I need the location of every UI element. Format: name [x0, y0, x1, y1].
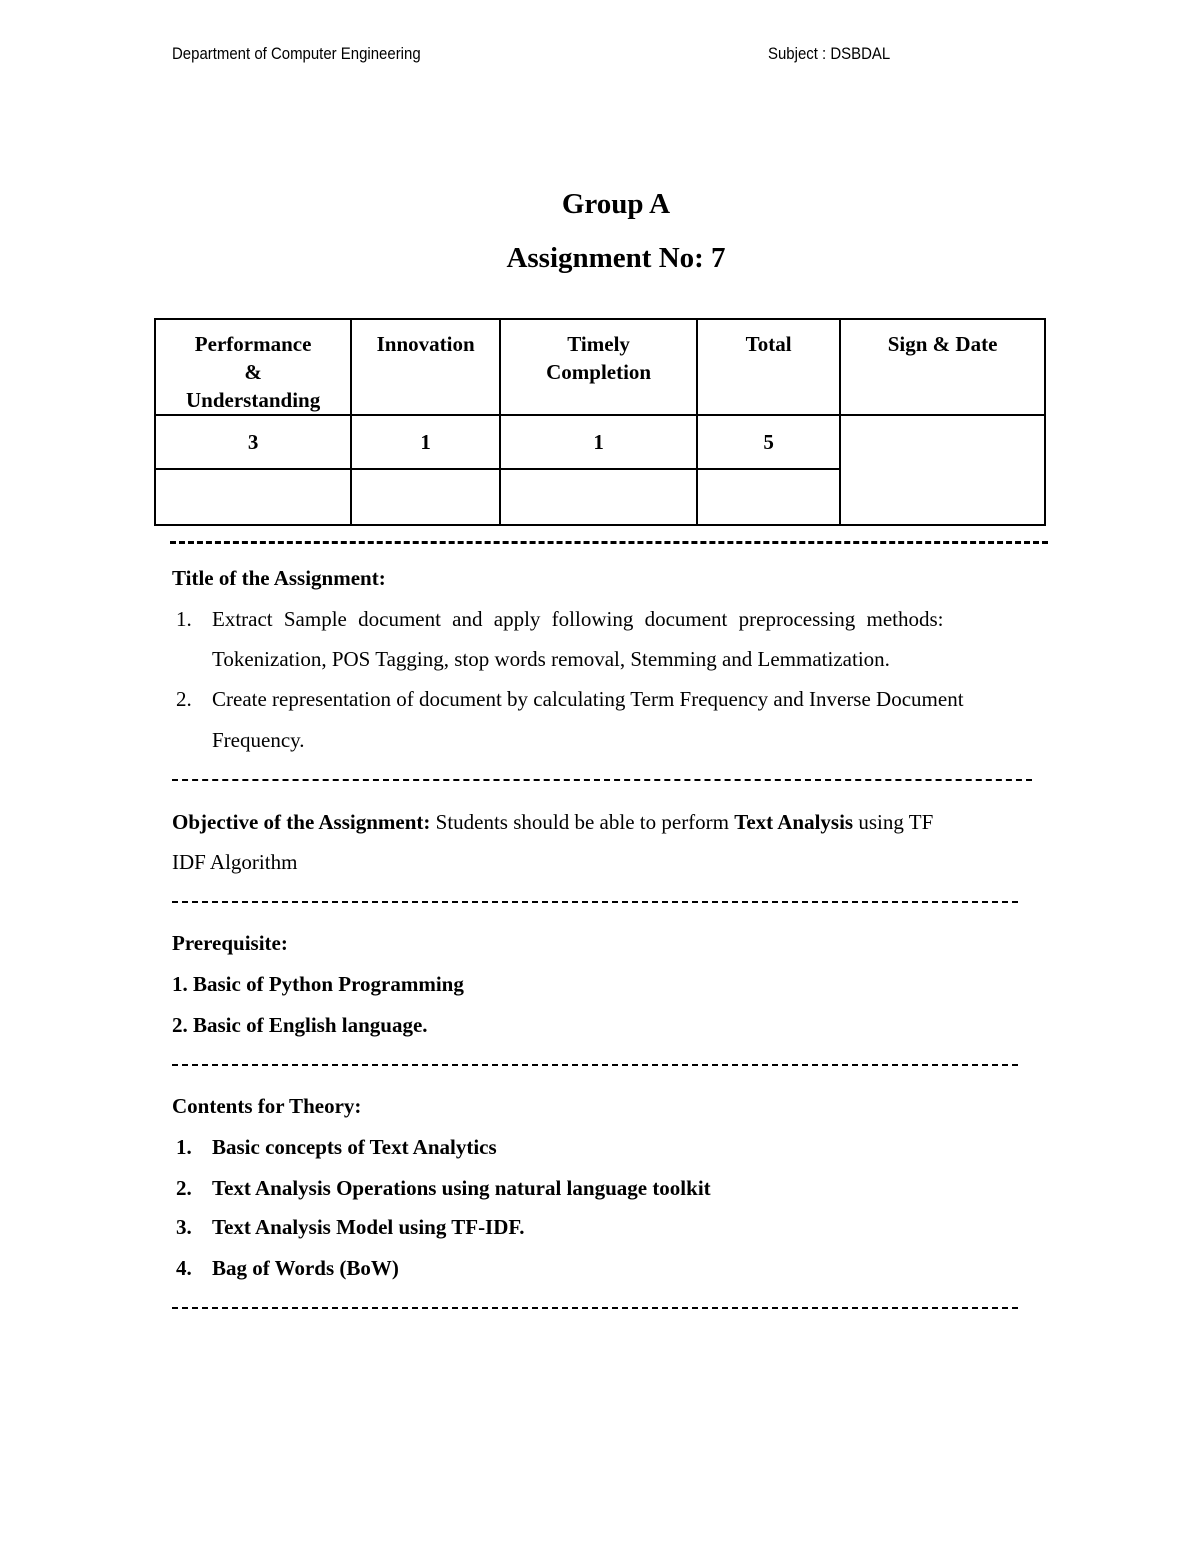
theory-item-2: Text Analysis Operations using natural language toolkit: [212, 1176, 711, 1200]
header-timely-completion: Timely Completion: [500, 319, 697, 415]
title-item-2-number: 2.: [176, 687, 192, 711]
theory-item-1-number: 1.: [176, 1135, 192, 1159]
group-title: Group A: [561, 188, 671, 220]
title-item-1-line1: Extract Sample document and apply following document preprocessing methods:: [212, 607, 944, 631]
objective-line2: IDF Algorithm: [172, 850, 298, 874]
header-sign-date: Sign & Date: [840, 319, 1045, 415]
objective-line: [172, 809, 933, 835]
theory-item-4-number: 4.: [176, 1256, 192, 1280]
objective-text-after: using TF: [858, 810, 934, 834]
theory-heading: Contents for Theory:: [172, 1094, 362, 1118]
department-header: Department of Computer Engineering: [172, 44, 421, 63]
title-item-2-line1: Create representation of document by calculating Term Frequency and Inverse Document: [212, 687, 964, 711]
theory-item-2-number: 2.: [176, 1176, 192, 1200]
divider: [172, 779, 1032, 781]
obtained-timely-completion: [500, 469, 697, 525]
title-item-1-number: 1.: [176, 607, 192, 631]
max-innovation: 1: [351, 415, 500, 469]
obtained-innovation: [351, 469, 500, 525]
subject-header: Subject : DSBDAL: [768, 44, 891, 63]
marks-table: [154, 318, 1046, 526]
marks-header-row: [155, 319, 1045, 415]
title-item-1-line2: Tokenization, POS Tagging, stop words removal, Stemming and Lemmatization.: [212, 647, 890, 671]
max-performance: 3: [155, 415, 351, 469]
divider: [172, 1307, 1018, 1309]
objective-bold-text: Text Analysis: [734, 810, 854, 834]
divider: [172, 1064, 1018, 1066]
theory-item-3-number: 3.: [176, 1215, 192, 1239]
theory-item-3: Text Analysis Model using TF-IDF.: [212, 1215, 525, 1239]
sign-date-cell: [840, 415, 1045, 525]
objective-label: Objective of the Assignment:: [172, 810, 431, 834]
obtained-performance: [155, 469, 351, 525]
theory-item-4: Bag of Words (BoW): [212, 1256, 399, 1280]
obtained-total: [697, 469, 840, 525]
title-item-2-line2: Frequency.: [212, 728, 305, 752]
prerequisite-item-2: 2. Basic of English language.: [172, 1013, 428, 1037]
header-innovation: Innovation: [351, 319, 500, 415]
objective-text-before: Students should be able to perform: [435, 810, 730, 834]
max-total: 5: [697, 415, 840, 469]
prerequisite-item-1: 1. Basic of Python Programming: [172, 972, 464, 996]
max-marks-row: [155, 415, 1045, 469]
max-timely-completion: 1: [500, 415, 697, 469]
assignment-title: Assignment No: 7: [506, 242, 726, 274]
theory-item-1: Basic concepts of Text Analytics: [212, 1135, 497, 1159]
prerequisite-heading: Prerequisite:: [172, 931, 288, 955]
divider: [170, 541, 1048, 544]
title-heading: Title of the Assignment:: [172, 566, 386, 590]
divider: [172, 901, 1018, 903]
header-total: Total: [697, 319, 840, 415]
header-performance: Performance & Understanding: [155, 319, 351, 415]
